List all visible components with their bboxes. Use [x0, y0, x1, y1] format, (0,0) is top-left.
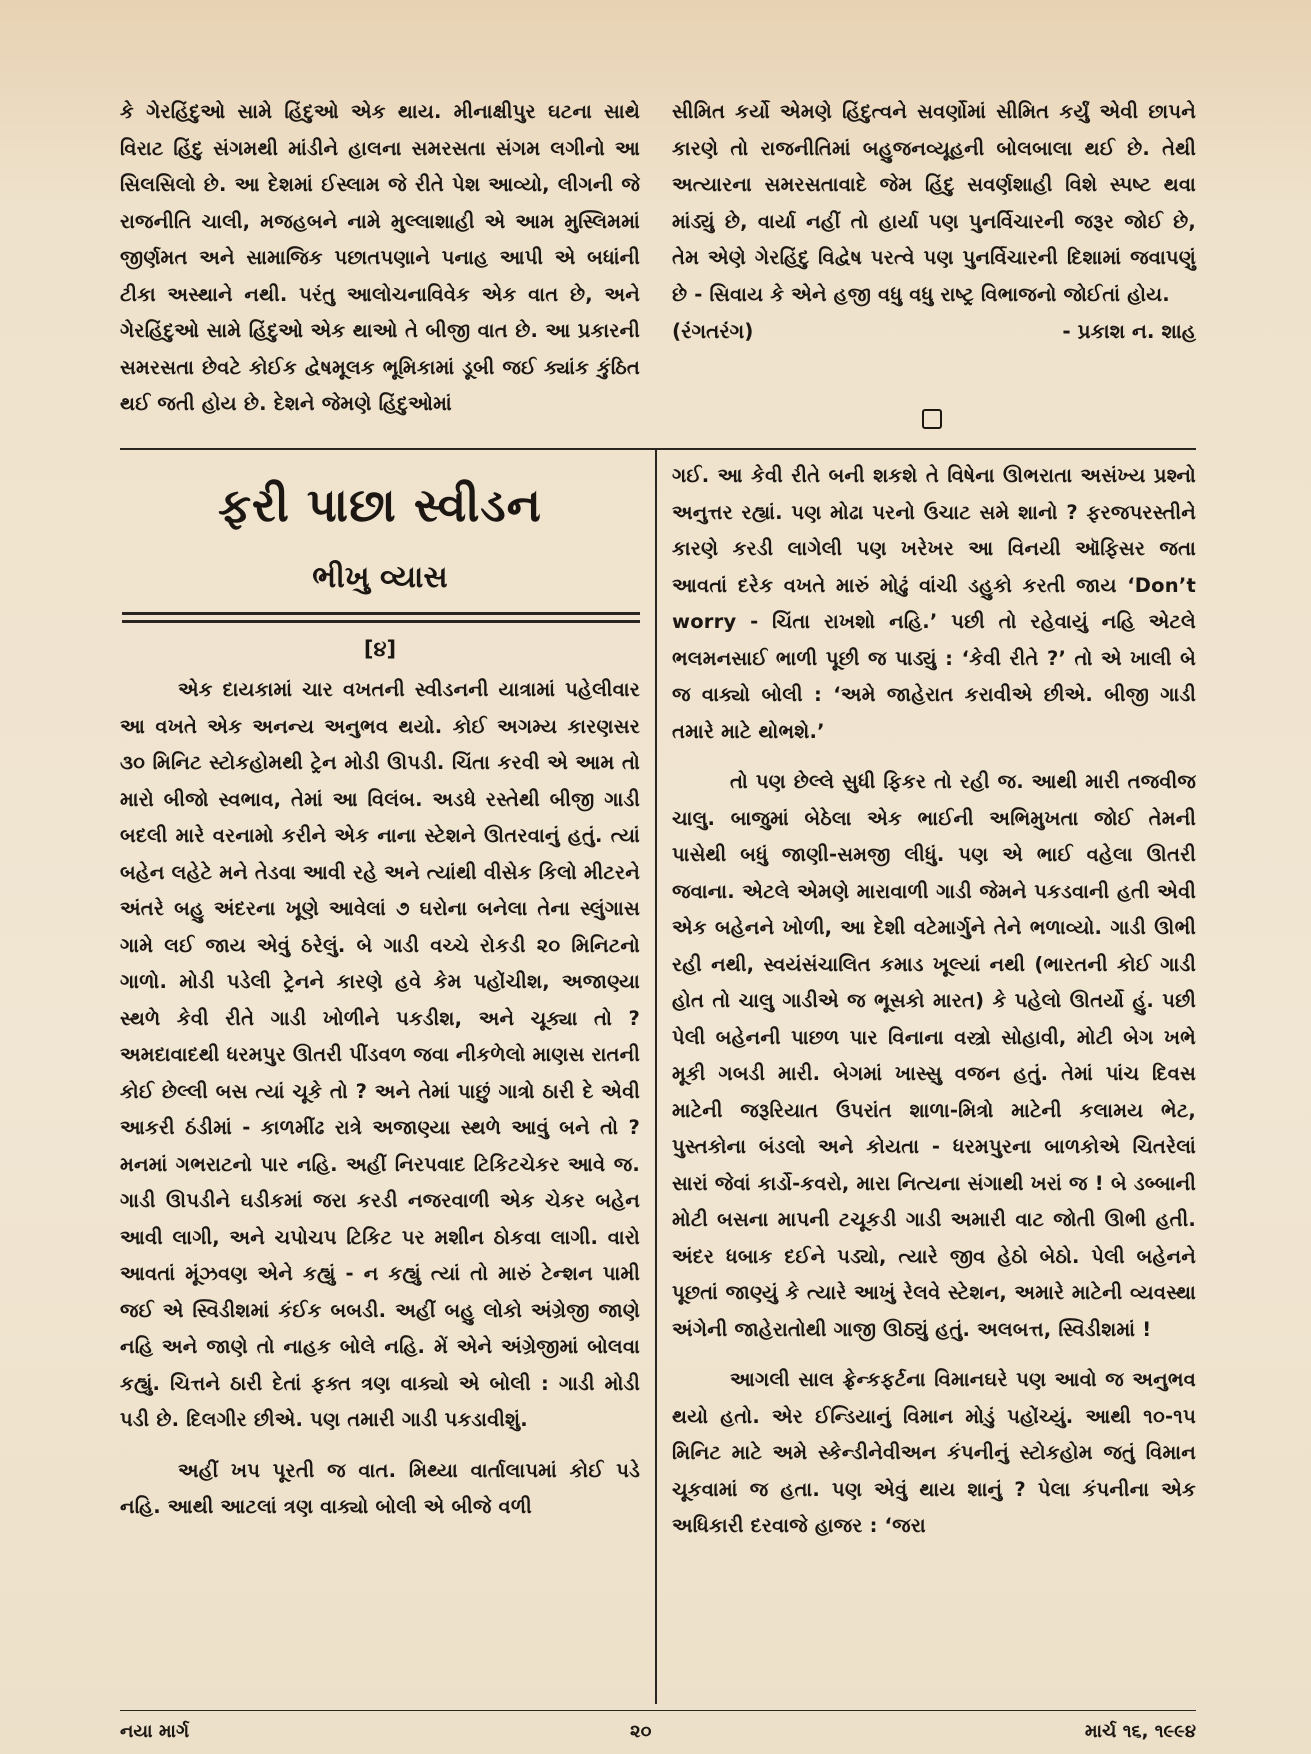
article-author: ભીખુ વ્યાસ [312, 560, 448, 595]
end-mark-square-icon [922, 409, 942, 429]
section-divider [120, 448, 1196, 450]
article-paragraph-3: ગઈ. આ કેવી રીતે બની શકશે તે વિષેના ઊભરાતા અસંખ્ય પ્રશ્નો અનુત્તર રહ્યાં. પણ મોઢા પરનો ઉચાટ સમે શાનો ? ફરજપરસ્તીને કારણે કરડી લાગેલી પણ ખરેખર આ વિનયી ઑફિસર જતા આવતાં દરેક વખતે મારું મોઢું વાંચી ડહુકો કરતી જાય ‘Don’t worry - ચિંતા રાખશો નહિ.’ પછી તો રહેવાયું નહિ એટલે ભલમનસાઈ ભાળી પૂછી જ પાડ્યું : ‘કેવી રીતે ?’ તો એ ખાલી બે જ વાક્યો બોલી : ‘અમે જાહેરાત કરાવીએ છીએ. બીજી ગાડી તમારે માટે થોભશે.’ [672, 464, 1196, 743]
continued-paragraph-right: સીમિત કર્યો એમણે હિંદુત્વને સવર્ણોમાં સીમિત કર્યું એવી છાપને કારણે તો રાજનીતિમાં બહુજનવ્યૂહની બોલબાલા થઈ છે. તેથી અત્યારના સમરસતાવાદે જેમ હિંદુ સવર્ણશાહી વિશે સ્પષ્ટ થવા માંડ્યું છે, વાર્યા નહીં તો હાર્યા પણ પુનર્વિચારની જરૂર જોઈ છે, તેમ એણે ગેરહિંદુ વિદ્વેષ પરત્વે પણ પુનર્વિચારની દિશામાં જવાપણું છે - સિવાય કે એને હજી વધુ વધુ રાષ્ટ્ર વિભાજનો જોઈતાં હોય. [672, 100, 1196, 306]
article-right-column [672, 458, 1196, 1545]
part-number: [૪] [363, 637, 397, 661]
page-number: ૨૦ [630, 1721, 652, 1742]
article-title: ફરી પાછા સ્વીડન [218, 478, 542, 532]
column-divider [655, 450, 657, 1704]
article-paragraph-1: એક દાયકામાં ચાર વખતની સ્વીડનની યાત્રામાં પહેલીવાર આ વખતે એક અનન્ય અનુભવ થયો. કોઈ અગમ્ય કારણસર ૩૦ મિનિટ સ્ટોકહોમથી ટ્રેન મોડી ઊપડી. ચિંતા કરવી એ આમ તો મારો બીજો સ્વભાવ, તેમાં આ વિલંબ. અડધે રસ્તેથી બીજી ગાડી બદલી મારે વરનામો કરીને એક નાના સ્ટેશને ઊતરવાનું હતું. ત્યાં બહેન લહેટે મને તેડવા આવી રહે અને ત્યાંથી વીસેક કિલો મીટરને અંતરે બહુ અંદરના ખૂણે આવેલાં ૭ ઘરોના બનેલા તેના સ્લુંગાસ ગામે લઈ જાય એવું ઠરેલું. બે ગાડી વચ્ચે રોકડી ૨૦ મિનિટનો ગાળો. મોડી પડેલી ટ્રેનને કારણે હવે કેમ પહોંચીશ, અજાણ્યા સ્થળે કેવી રીતે ગાડી ખોળીને પકડીશ, અને ચૂક્યા તો ? અમદાવાદથી ધરમપુર ઊતરી પીંડવળ જવા નીકળેલો માણસ રાતની કોઈ છેલ્લી બસ ત્યાં ચૂકે તો ? અને તેમાં પાછું ગાત્રો ઠારી દે એવી આકરી ઠંડીમાં - કાળમીંઢ રાત્રે અજાણ્યા સ્થળે આવું બને તો ? મનમાં ગભરાટનો પાર નહિ. અહીં નિરપવાદ ટિકિટચેકર આવે જ. ગાડી ઊપડીને ઘડીકમાં જરા કરડી નજરવાળી એક ચેકર બહેન આવી લાગી, અને ચપોચપ ટિકિટ પર મશીન ઠોકવા લાગી. વારો આવતાં મૂંઝવણ એને કહ્યું - ન કહ્યું ત્યાં તો મારું ટેન્શન પામી જઈ એ સ્વિડીશમાં કંઈક બબડી. અહીં બહુ લોકો અંગ્રેજી જાણે નહિ અને જાણે તો નાહક બોલે નહિ. મેં એને અંગ્રેજીમાં બોલવા કહ્યું. ચિત્તને ઠારી દેતાં ફક્ત ત્રણ વાક્યો એ બોલી : ગાડી મોડી પડી છે. દિલગીર છીએ. પણ તમારી ગાડી પકડાવીશું. [120, 678, 640, 1431]
article-paragraph-4: તો પણ છેલ્લે સુધી ફિકર તો રહી જ. આથી મારી તજવીજ ચાલુ. બાજુમાં બેઠેલા એક ભાઈની અભિમુખતા જોઈ તેમની પાસેથી બધું જાણી-સમજી લીધું. પણ એ ભાઈ વહેલા ઊતરી જવાના. એટલે એમણે મારાવાળી ગાડી જેમને પકડવાની હતી એવી એક બહેનને ખોળી, આ દેશી વટેમાર્ગુને તેને ભળાવ્યો. ગાડી ઊભી રહી નથી, સ્વયંસંચાલિત કમાડ ખૂલ્યાં નથી (ભારતની કોઈ ગાડી હોત તો ચાલુ ગાડીએ જ ભૂસકો મારત) કે પહેલો ઊતર્યો હું. પછી પેલી બહેનની પાછળ પાર વિનાના વસ્ત્રો સોહાવી, મોટી બેગ ખભે મૂકી ગબડી મારી. બેગમાં ખાસ્સુ વજન હતું. તેમાં પાંચ દિવસ માટેની જરૂરિયાત ઉપરાંત શાળા-મિત્રો માટેની કલામય ભેટ, પુસ્તકોના બંડલો અને કોયતા - ધરમપુરના બાળકોએ ચિતરેલાં સારાં જેવાં કાર્ડો-કવરો, મારા નિત્યના સંગાથી ખરાં જ ! બે ડબ્બાની મોટી બસના માપની ટચૂકડી ગાડી અમારી વાટ જોતી ઊભી હતી. અંદર ધબાક દઈને પડ્યો, ત્યારે જીવ હેઠો બેઠો. પેલી બહેનને પૂછતાં જાણ્યું કે ત્યારે આખું રેલવે સ્ટેશન, અમારે માટેની વ્યવસ્થા અંગેની જાહેરાતોથી ગાજી ઊઠ્યું હતું. અલબત્ત, સ્વિડીશમાં ! [672, 770, 1196, 1341]
publication-name: નયા માર્ગ [120, 1721, 190, 1742]
footer-rule [120, 1710, 1196, 1711]
continued-paragraph-left: કે ગેરહિંદુઓ સામે હિંદુઓ એક થાય. મીનાક્ષીપુર ઘટના સાથે વિરાટ હિંદુ સંગમથી માંડીને હાલના સમરસતા સંગમ લગીનો આ સિલસિલો છે. આ દેશમાં ઈસ્લામ જે રીતે પેશ આવ્યો, લીગની જે રાજનીતિ ચાલી, મજહબને નામે મુલ્લાશાહી એ આમ મુસ્લિમમાં જીર્ણમત અને સામાજિક પછાતપણાને પનાહ આપી એ બધાંની ટીકા અસ્થાને નથી. પરંતુ આલોચનાવિવેક એક વાત છે, અને ગેરહિંદુઓ સામે હિંદુઓ એક થાઓ તે બીજી વાત છે. આ પ્રકારની સમરસતા છેવટે કોઈક દ્વેષમૂલક ભૂમિકામાં ડૂબી જઈ ક્યાંક કુંઠિત થઈ જતી હોય છે. દેશને જેમણે હિંદુઓમાં [120, 100, 640, 415]
signature-row [672, 319, 1196, 343]
article-paragraph-2: અહીં ખપ પૂરતી જ વાત. મિથ્યા વાર્તાલાપમાં કોઈ પડે નહિ. આથી આટલાં ત્રણ વાક્યો બોલી એ બીજે વળી [120, 1458, 640, 1518]
prior-article-author: - પ્રકાશ ન. શાહ [1062, 319, 1196, 343]
article-left-column [120, 672, 640, 1526]
article-paragraph-5: આગલી સાલ ફ્રેન્કફર્ટના વિમાનઘરે પણ આવો જ અનુભવ થયો હતો. એર ઈન્ડિયાનું વિમાન મોડું પહોંચ્યું. આથી ૧૦-૧૫ મિનિટ માટે અમે સ્કેન્ડીનેવીઅન કંપનીનું સ્ટોકહોમ જતું વિમાન ચૂકવામાં જ હતા. પણ એવું થાય શાનું ? પેલા કંપનીના એક અધિકારી દરવાજે હાજર : ‘જરા [672, 1368, 1196, 1537]
title-rule-top [122, 612, 640, 615]
top-right-column [672, 94, 1196, 343]
title-rule-bottom [122, 620, 640, 623]
top-left-column [120, 94, 640, 423]
source-tag: (રંગતરંગ) [672, 319, 754, 343]
issue-date: માર્ચ ૧૬, ૧૯૯૪ [1084, 1721, 1196, 1742]
